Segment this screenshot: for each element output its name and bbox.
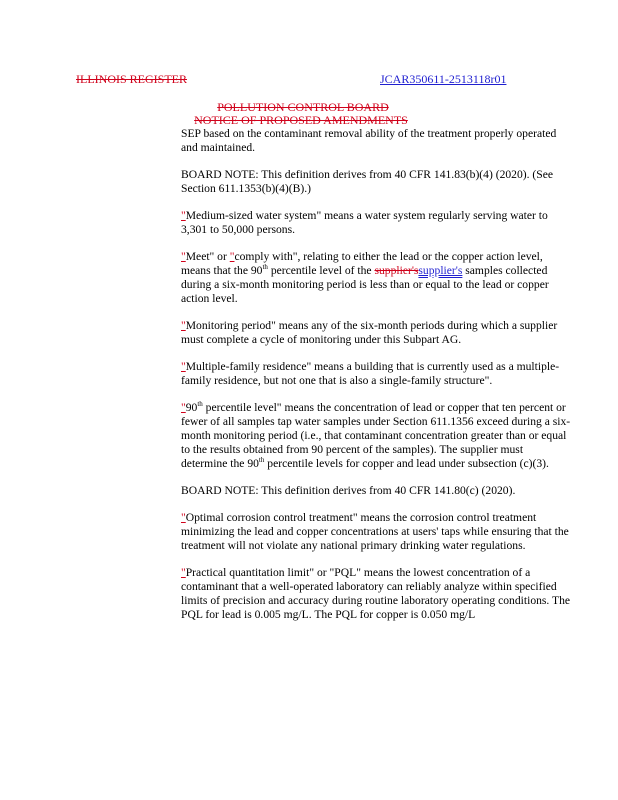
definition-text: Medium-sized water system" means a water system regularly serving water to 3,301 to 50,000 persons. (181, 209, 548, 236)
definition-monitoring-period (181, 319, 571, 347)
definition-text: percentile level of the (267, 264, 375, 277)
quote-mark: " (181, 319, 186, 332)
definition-medium-sized-system (181, 209, 571, 237)
definition-text: Monitoring period" means any of the six-month periods during which a supplier must complete a cycle of monitoring under this Subpart AG. (181, 319, 558, 346)
quote-mark: " (181, 209, 186, 222)
quote-mark: " (181, 360, 186, 373)
quote-mark: " (181, 401, 186, 414)
definition-optimal-corrosion-control (181, 511, 571, 553)
definition-text: percentile levels for copper and lead under subsection (c)(3). (264, 457, 549, 470)
quote-mark: " (229, 250, 235, 263)
definition-text: samples collected during a six-month monitoring period is less than or equal to the lead or copper action level. (181, 264, 549, 305)
quote-mark: " (181, 566, 186, 579)
register-header: ILLINOIS REGISTER (76, 72, 187, 86)
definition-text: percentile level" means the concentration of lead or copper that ten percent or fewer of all samples tap water samples under Section 611.1356 exceed during a six-month monitoring period (i.e., that contaminant concentration greater than or equal to the results obtained from 90 percent of the samples). The supplier must determine the 90 (181, 401, 571, 470)
definition-multiple-family-residence (181, 360, 571, 388)
jcar-document-id: JCAR350611-2513118r01 (380, 72, 507, 86)
definition-text: 90 (185, 401, 198, 414)
definition-text: Multiple-family residence" means a building that is currently used as a multiple-family residence, but not one that is also a single-family structure". (181, 360, 560, 387)
definition-meet-comply (181, 250, 571, 306)
inserted-text: supplier's (418, 264, 463, 277)
definition-text: Practical quantitation limit" or "PQL" means the lowest concentration of a contaminant that a well-operated laboratory can reliably analyze within specified limits of precision and accuracy during routine laboratory operating conditions. The PQL for lead is 0.005 mg/L. The PQL for copper is 0.050 mg/L (181, 566, 571, 621)
board-note-141-83: BOARD NOTE: This definition derives from 40 CFR 141.83(b)(4) (2020). (See Section 611.1353(b)(4)(B).) (181, 168, 554, 195)
definition-practical-quantitation-limit (181, 566, 571, 622)
definition-90th-percentile (181, 401, 571, 471)
definition-text: comply with", relating to either the lead or the copper action level, means that the 90 (181, 250, 543, 277)
document-body (181, 127, 571, 635)
superscript: th (262, 263, 268, 272)
quote-mark: " (181, 511, 186, 524)
superscript: th (197, 400, 203, 409)
deleted-text: supplier's (374, 264, 419, 277)
superscript: th (258, 456, 265, 465)
board-title: POLLUTION CONTROL BOARD (217, 100, 389, 114)
paragraph-sep-definition-tail: SEP based on the contaminant removal ability of the treatment properly operated and maintained. (181, 127, 557, 154)
board-note-141-80: BOARD NOTE: This definition derives from 40 CFR 141.80(c) (2020). (181, 484, 516, 497)
definition-text: Meet" or (185, 250, 230, 263)
notice-title: NOTICE OF PROPOSED AMENDMENTS (194, 113, 408, 127)
definition-text: Optimal corrosion control treatment" means the corrosion control treatment minimizing the lead and copper concentrations at users' taps while ensuring that the treatment will not violate any national primary drinking water regulations. (181, 511, 569, 552)
quote-mark: " (181, 250, 186, 263)
